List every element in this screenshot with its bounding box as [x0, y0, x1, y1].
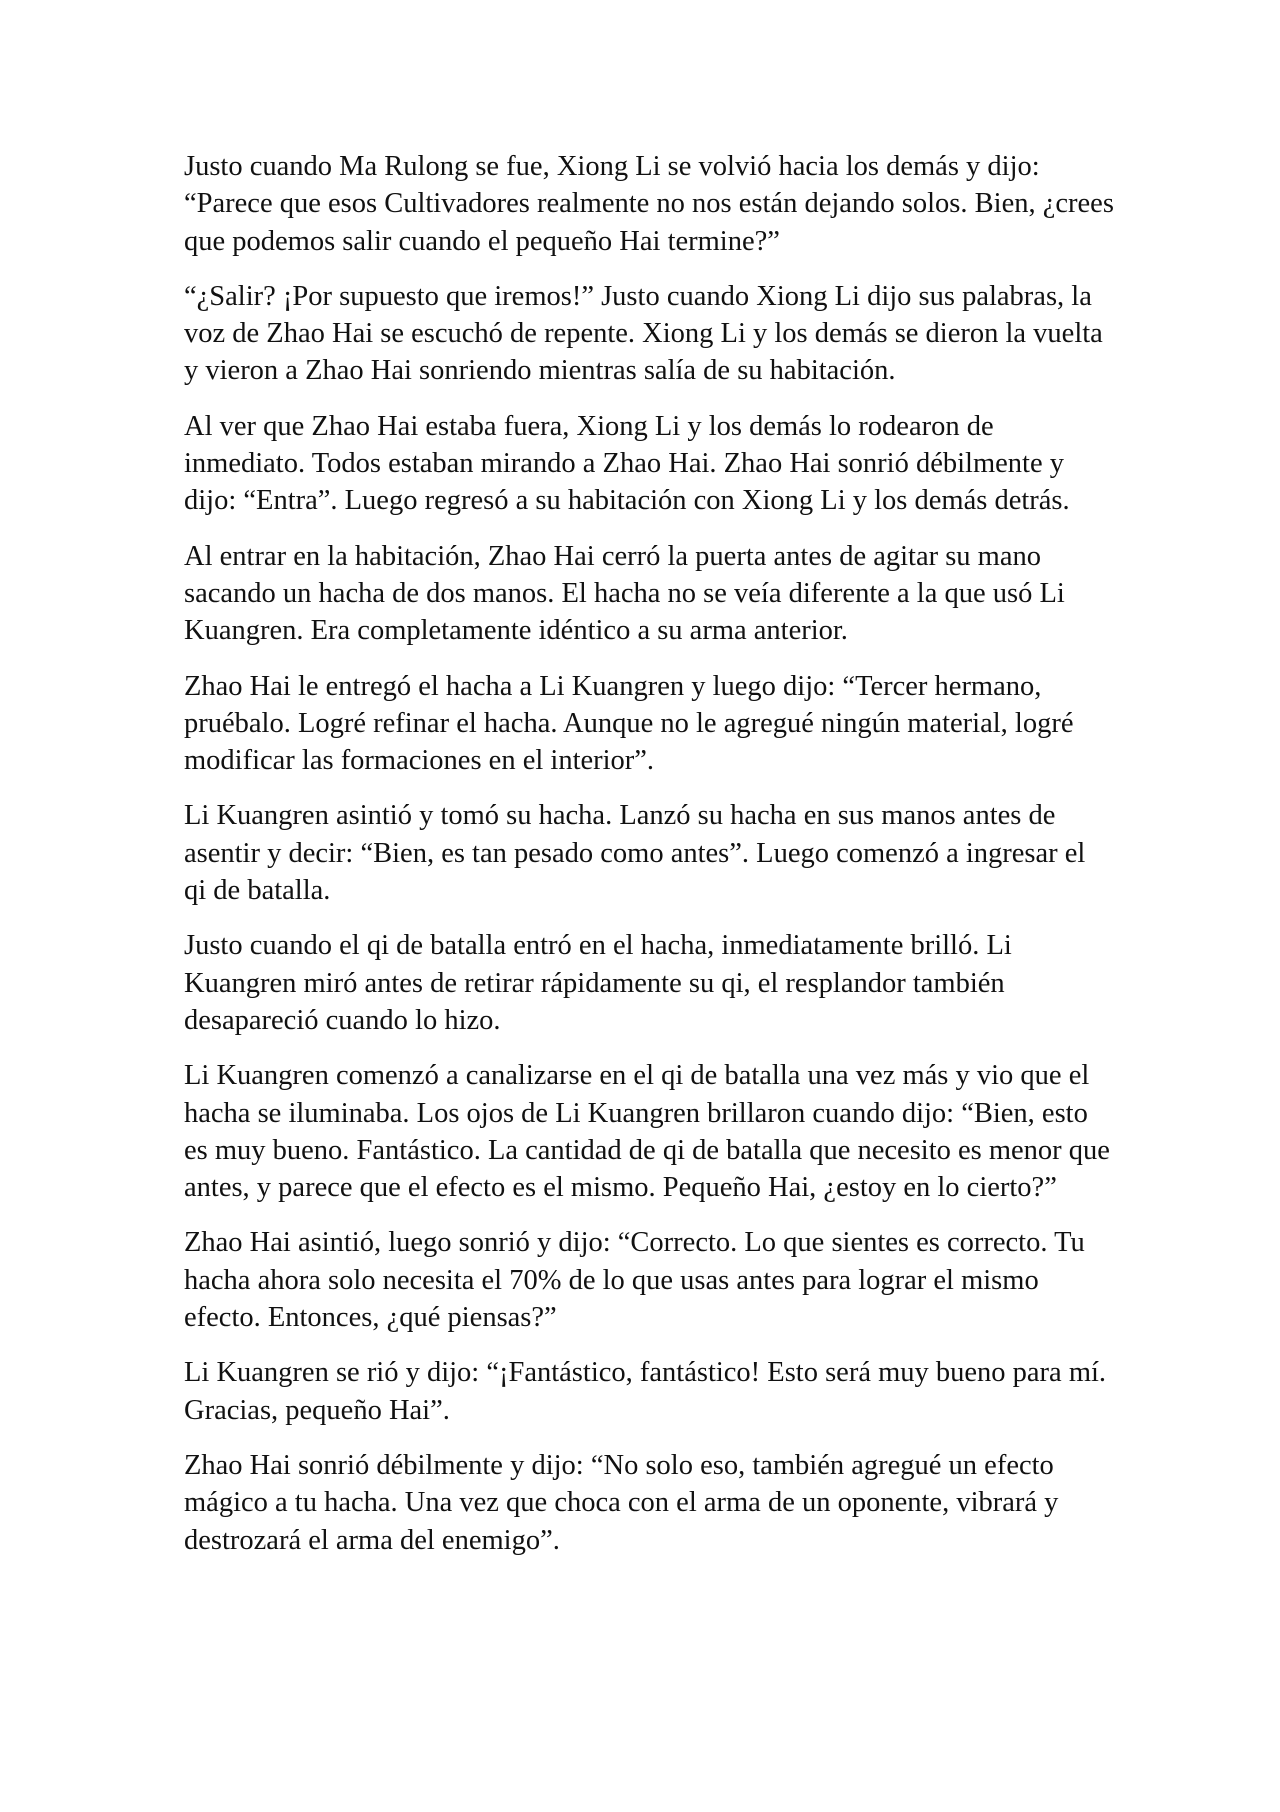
paragraph-7: Justo cuando el qi de batalla entró en el hacha, inmediatamente brilló. Li Kuangren miró antes de retirar rápidamente su qi, el resplandor también desapareció cuando lo hizo. — [184, 930, 1012, 1036]
paragraph-10: Li Kuangren se rió y dijo: “¡Fantástico, fantástico! Esto será muy bueno para mí. Gracias, pequeño Hai”. — [184, 1357, 1107, 1426]
paragraph-8: Li Kuangren comenzó a canalizarse en el qi de batalla una vez más y vio que el hacha se iluminaba. Los ojos de Li Kuangren brillaron cuando dijo: “Bien, esto es muy bueno. Fantástico. La cantidad de qi de batalla que necesito es menor que antes, y parece que el efecto es el mismo. Pequeño Hai, ¿estoy en lo cierto?” — [184, 1060, 1110, 1204]
paragraph-9: Zhao Hai asintió, luego sonrió y dijo: “Correcto. Lo que sientes es correcto. Tu hacha ahora solo necesita el 70% de lo que usas antes para lograr el mismo efecto. Entonces, ¿qué piensas?” — [184, 1227, 1085, 1334]
document-body — [184, 148, 1114, 1577]
paragraph-2: “¿Salir? ¡Por supuesto que iremos!” Justo cuando Xiong Li dijo sus palabras, la voz de Zhao Hai se escuchó de repente. Xiong Li y los demás se dieron la vuelta y vieron a Zhao Hai sonriendo mientras salía de su habitación. — [184, 280, 1103, 387]
paragraph-3: Al ver que Zhao Hai estaba fuera, Xiong Li y los demás lo rodearon de inmediato. Todos estaban mirando a Zhao Hai. Zhao Hai sonrió débilmente y dijo: “Entra”. Luego regresó a su habitación con Xiong Li y los demás detrás. — [184, 410, 1070, 517]
paragraph-11: Zhao Hai sonrió débilmente y dijo: “No solo eso, también agregué un efecto mágico a tu hacha. Una vez que choca con el arma de un oponente, vibrará y destrozará el arma del enemigo”. — [184, 1449, 1059, 1556]
paragraph-5: Zhao Hai le entregó el hacha a Li Kuangren y luego dijo: “Tercer hermano, pruébalo. Logré refinar el hacha. Aunque no le agregué ningún material, logré modificar las formaciones en el interior”. — [184, 670, 1074, 777]
paragraph-4: Al entrar en la habitación, Zhao Hai cerró la puerta antes de agitar su mano sacando un hacha de dos manos. El hacha no se veía diferente a la que usó Li Kuangren. Era completamente idéntico a su arma anterior. — [184, 540, 1065, 647]
paragraph-6: Li Kuangren asintió y tomó su hacha. Lanzó su hacha en sus manos antes de asentir y decir: “Bien, es tan pesado como antes”. Luego comenzó a ingresar el qi de batalla. — [184, 800, 1086, 907]
paragraph-1: Justo cuando Ma Rulong se fue, Xiong Li se volvió hacia los demás y dijo: “Parece que esos Cultivadores realmente no nos están dejando solos. Bien, ¿crees que podemos salir cuando el pequeño Hai termine?” — [184, 151, 1114, 257]
